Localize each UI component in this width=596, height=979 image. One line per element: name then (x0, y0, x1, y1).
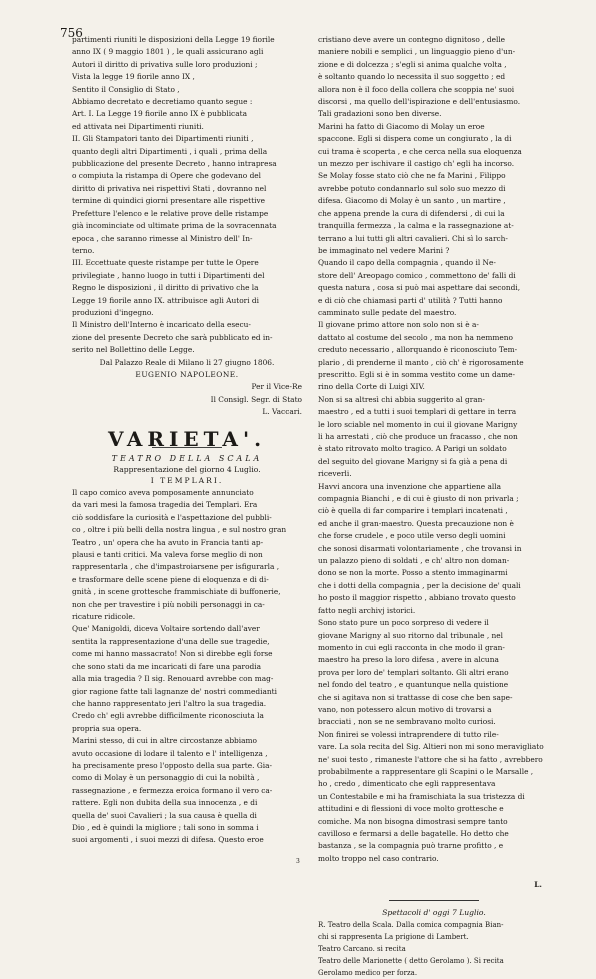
text-line: un Contestabile e mi ha framischiata la sua tristezza di (318, 791, 525, 801)
text-line: II. Gli Stampatori tanto dei Dipartimenti riuniti , (72, 134, 254, 144)
text-line: cui trama è scoperta , e che cerca nella sua eloquenza (318, 146, 522, 156)
text-line: Que' Manigoldi, diceva Voltaire sortendo dall'aver (72, 624, 260, 634)
text-line: ed attivata nei Dipartimenti riuniti. (72, 121, 204, 131)
text-line: EUGENIO NAPOLEONE. (135, 369, 239, 379)
text-line: allora non è il foco della collera che scoppia ne' suoi (318, 84, 515, 94)
text-line: ne' suoi testo , rimaneste l'attore che si ha fatto , avrebbero (318, 754, 543, 764)
text-line: Non si sa altresì chi abbia suggerito al gran- (318, 394, 485, 404)
text-line: Credo ch' egli avrebbe difficilmente riconosciuta la (72, 711, 264, 721)
theatre-name: TEATRO DELLA SCALA (111, 454, 263, 463)
text-line: Autori il diritto di privativa sulle loro produzioni ; (72, 59, 258, 69)
text-line: alla mia tragedia ? Il sig. Renouard avrebbe con mag- (72, 674, 274, 684)
text-line: Dio , ed è quindi la migliore ; tali sono in somma i (72, 822, 259, 832)
page-number: 756 (60, 26, 83, 40)
spettacoli-line: Teatro Carcano. si recita (318, 944, 406, 953)
text-line: ciò soddisfare la curiosità e l'aspettazione del pubbli- (72, 512, 272, 522)
left-column (72, 34, 302, 847)
text-line: già incominciate od ultimate prima de la sovracennata (72, 221, 277, 231)
text-line: molto troppo nel caso contrario. (318, 853, 439, 863)
spettacoli-line: Teatro delle Marionette ( detto Gerolamo ). Si recita (318, 956, 504, 965)
review-text (72, 487, 302, 847)
text-line: Il capo comico aveva pomposamente annunciato (72, 488, 254, 497)
text-line: ho posto il maggior rispetto , abbiano trovato questo (318, 593, 516, 603)
text-line: che sonosi disarmati volontariamente , che trovansi in (318, 543, 522, 553)
text-line: ed anche il gran-maestro. Questa precauzione non è (318, 518, 514, 528)
text-line: ricature ridicole. (72, 612, 136, 622)
text-line: le loro sciable nel momento in cui il giovane Marigny (318, 419, 518, 429)
text-line: terno. (72, 245, 95, 255)
text-line: un palazzo pieno di soldati , e ch' altro non doman- (318, 556, 510, 566)
text-line: fatto negli archivj istorici. (318, 605, 416, 615)
text-line: che si agitava non si trattasse di cose che ben sape- (318, 692, 513, 702)
text-line: difesa. Giacomo di Molay è un santo , un martire , (318, 196, 506, 206)
text-line: probabilmente a rappresentare gli Scapini o le Marsalle , (318, 766, 534, 776)
text-line: Teatro , un' opera che ha avuto in Francia tanti ap- (72, 537, 264, 547)
text-line: camminato sulle pedate del maestro. (318, 307, 457, 317)
text-line: epoca , che saranno rimesse al Ministro dell' In- (72, 233, 253, 243)
text-line: Sentito il Consiglio di Stato , (72, 84, 180, 94)
text-line: dattato al costume del secolo , ma non ha nemmeno (318, 332, 513, 342)
decree-signature (72, 381, 302, 418)
text-line: che hanno rappresentato jeri l'altro la sua tragedia. (72, 698, 267, 708)
text-line: pubblicazione del presente Decreto , hanno intrapresa (72, 159, 277, 169)
text-line: li ha arrestati , ciò che produce un fracasso , che non (318, 432, 518, 441)
text-line: prescritto. Egli si è in somma vestito come un dame- (318, 369, 515, 379)
text-line: e di ciò che chiamasi parti d' utilità ? Tutti hanno (318, 295, 503, 305)
text-line: privilegiate , hanno luogo in tutti i Dipartimenti del (72, 270, 265, 280)
spettacoli-list (318, 919, 550, 979)
text-line: rassegnazione , e fermezza eroica formano il vero ca- (72, 785, 273, 795)
text-line: cristiano deve avere un contegno dignitoso , delle (318, 35, 506, 44)
text-line: como di Molay è un personaggio di cui la nobiltà , (72, 773, 260, 783)
text-line: Regno le disposizioni , il diritto di privativo che la (72, 283, 259, 293)
text-line: che forse crudele , e poco utile verso degli uomini (318, 531, 506, 541)
text-line: che sono stati da me incaricati di fare una parodia (72, 661, 262, 671)
text-line: maestro , ed a tutti i suoi templari di gettare in terra (318, 407, 517, 417)
text-line: gnità , in scene grottesche frammischiate di buffonerie, (72, 587, 281, 597)
text-line: anno IX ( 9 maggio 1801 ) , le quali assicurano agli (72, 47, 264, 57)
text-line: Legge 19 fiorile anno IX. attribuisce agli Autori di (72, 295, 260, 305)
text-line: riceverli. (318, 469, 352, 479)
review-signature: L. (534, 880, 542, 890)
text-line: attitudini e di flessioni di voce molto grottesche e (318, 804, 504, 814)
text-line: gior ragione fatte tali lagnanze de' nostri commedianti (72, 686, 277, 696)
text-line: Il Ministro dell'Interno è incaricato della esecu- (72, 320, 251, 330)
text-line: zione e di dolcezza ; s'egli si anima qualche volta , (318, 59, 507, 69)
spettacoli-line: R. Teatro della Scala. Dalla comica compagnia Bian- (318, 920, 504, 929)
text-line: che appena prende la cura di difendersi , di cui la (318, 208, 505, 218)
play-title: I TEMPLARI. (150, 476, 224, 485)
text-line: Tali gradazioni sono ben diverse. (318, 109, 442, 119)
text-line: ciò è quella di far comparire i templari incatenati , (318, 506, 508, 516)
text-line: rappresentarla , che d'impastroiarsene per isfigurarla , (72, 562, 280, 572)
text-line: Marini stesso, di cui in altre circostanze abbiamo (72, 736, 258, 746)
text-line: terrano a lui tutti gli altri cavalieri. Chi sì lo sarch- (318, 233, 508, 243)
text-line: vano, non potessero alcun motivo di trovarsi a (318, 704, 492, 714)
text-line: Prefetture l'elenco e le relative prove delle ristampe (72, 208, 269, 218)
text-line: rattere. Egli non dubita della sua innocenza , e di (72, 798, 258, 808)
text-line: propria sua opera. (72, 723, 142, 733)
text-line: non che per travestire i più nobili personaggi in ca- (72, 599, 265, 609)
text-line: Quando il capo della compagnia , quando il Ne- (318, 258, 496, 268)
signature-line: Per il Vice-Re (251, 382, 302, 392)
text-line: cavilloso e fermarsi a delle bagatelle. Ho detto che (318, 829, 509, 838)
text-line: Il giovane primo attore non solo non si è a- (318, 320, 479, 330)
text-line: III. Eccettuate queste ristampe per tutte le Opere (72, 258, 259, 268)
text-line: è soltanto quando lo necessita il suo soggetto ; ed (318, 72, 506, 82)
text-line: prova per loro de' templari soltanto. Gli altri erano (318, 667, 509, 677)
text-line: Vista la legge 19 fiorile anno IX , (72, 72, 195, 82)
text-line: quanto degli altri Dipartimenti , i quali , prima della (72, 146, 268, 156)
text-line: da vari mesi la famosa tragedia dei Templari. Era (72, 500, 258, 510)
text-line: Abbiamo decretato e decretiamo quanto segue : (72, 97, 253, 107)
spettacoli-line: chi si rappresenta La prigione di Lambert. (318, 932, 469, 941)
text-line: compagnia Bianchi , e di cui è giusto di non privarla ; (318, 494, 519, 504)
text-line: maniere nobili e semplici , un linguaggio pieno d'un- (318, 47, 516, 57)
text-line: produzioni d'ingegno. (72, 307, 154, 317)
text-line: come mi hanno massacrato! Non si direbbe egli forse (72, 649, 273, 659)
text-line: quella de' suoi Cavalieri ; la sua causa è quella di (72, 810, 257, 820)
text-line: e trasformare delle scene piene di eloquenza e di di- (72, 574, 269, 584)
text-line: momento in cui egli racconta in che modo il gran- (318, 642, 505, 652)
text-line: be immaginato nel vedere Marini ? (318, 245, 450, 255)
text-line: è stato ritrovato molto tragico. A Parigi un soldato (318, 444, 507, 454)
text-line: suoi argomenti , i suoi mezzi di difesa. Questo eroe (72, 835, 264, 845)
text-line: un mezzo per ischivare il castigo ch' egli ha incorso. (318, 159, 515, 169)
text-line: rino della Corte di Luigi XIV. (318, 382, 425, 392)
spettacoli-title: Spettacoli d' oggi 7 Luglio. (382, 907, 486, 917)
text-line: Art. I. La Legge 19 fiorile anno IX è pubblicata (72, 109, 247, 119)
text-line: comiche. Ma non bisogna dimostrasi sempre tanto (318, 816, 508, 826)
text-line: termine di quindici giorni presentare alle rispettive (72, 196, 265, 206)
signature-line: Il Consigl. Segr. di Stato (210, 394, 302, 404)
text-line: del seguito del giovane Marigny si fa già a pena di (318, 456, 508, 466)
text-line: che i dotti della compagnia , per la decisione de' quali (318, 580, 521, 590)
text-line: avuto occasione di lodare il talento e l' intelligenza , (72, 748, 268, 758)
text-line: zione del presente Decreto che sarà pubblicato ed in- (72, 332, 273, 342)
text-line: questa natura , cosa si può mai aspettare dai secondi, (318, 283, 521, 293)
text-line: bastanza , se la compagnia può trarne profitto , e (318, 841, 504, 851)
varieta-heading: VARIETA'. (107, 426, 267, 451)
right-column (318, 34, 550, 979)
text-line: plausi e tanti critici. Ma valeva forse meglio di non (72, 550, 263, 560)
text-line: Non finirei se volessi intraprendere di tutto rile- (318, 729, 499, 739)
text-line: Dal Palazzo Reale di Milano li 27 giugno 1806. (99, 357, 275, 367)
decree-text (72, 34, 302, 381)
text-line: nel fondo del teatro , e quantunque nella quistione (318, 680, 509, 690)
text-line: maestro ha preso la loro difesa , avere in alcuna (318, 655, 499, 665)
text-line: co , oltre i più belli della nostra lingua , e sul nostro gran (72, 525, 287, 535)
text-line: dono se non la morte. Posso a stento immaginarmi (318, 568, 508, 578)
text-line: Se Molay fosse stato ciò che ne fa Marini , Filippo (318, 171, 506, 181)
text-line: ha precisamente preso l'opposto della sua parte. Gia- (72, 760, 273, 770)
text-line: bracciati , non se ne sembravano molto curiosi. (318, 717, 496, 727)
footer-mark: 3 (296, 858, 300, 865)
spettacoli-line: Gerolamo medico per forza. (318, 968, 418, 977)
text-line: avrebbe potuto condannarlo sul solo suo mezzo di (318, 183, 506, 193)
text-line: discorsi , ma quello dell'ispirazione e dell'entusiasmo. (318, 97, 521, 107)
text-line: spaccone. Egli si dispera come un congiurato , la di (318, 134, 512, 144)
review-continuation (318, 34, 550, 865)
text-line: partimenti riuniti le disposizioni della Legge 19 fiorile (72, 35, 275, 44)
text-line: sentita la rappresentazione d'una delle sue tragedie, (72, 636, 270, 646)
text-line: tranquilla fermezza , la calma e la rassegnazione at- (318, 221, 514, 231)
text-line: giovane Marigny al suo ritorno dal tribunale , nel (318, 630, 504, 640)
signature-line: L. Vaccari. (262, 407, 302, 417)
text-line: ho , credo , dimenticato che egli rappresentava (318, 779, 496, 789)
text-line: store dell' Areopago comico , commettono de' falli di (318, 270, 516, 280)
text-line: serito nel Bollettino delle Legge. (72, 345, 195, 355)
text-line: Sono stato pure un poco sorpreso di vedere il (318, 618, 489, 628)
text-line: Marini ha fatto di Giacomo di Molay un eroe (318, 121, 485, 131)
text-line: o compiuta la ristampa di Opere che godevano del (72, 171, 262, 181)
performance-date: Rappresentazione del giorno 4 Luglio. (113, 465, 261, 474)
text-line: diritto di privativa nei rispettivi Stati , dovranno nel (72, 183, 267, 193)
text-line: creduto necessario , allorquando è riconosciuto Tem- (318, 345, 518, 355)
text-line: Havvi ancora una invenzione che appartiene alla (318, 481, 502, 491)
text-line: vare. La sola recita del Sig. Altieri non mi sono meravigliato (318, 742, 544, 752)
text-line: plario , di prenderne il manto , ciò ch' è rigorosamente (318, 357, 524, 367)
